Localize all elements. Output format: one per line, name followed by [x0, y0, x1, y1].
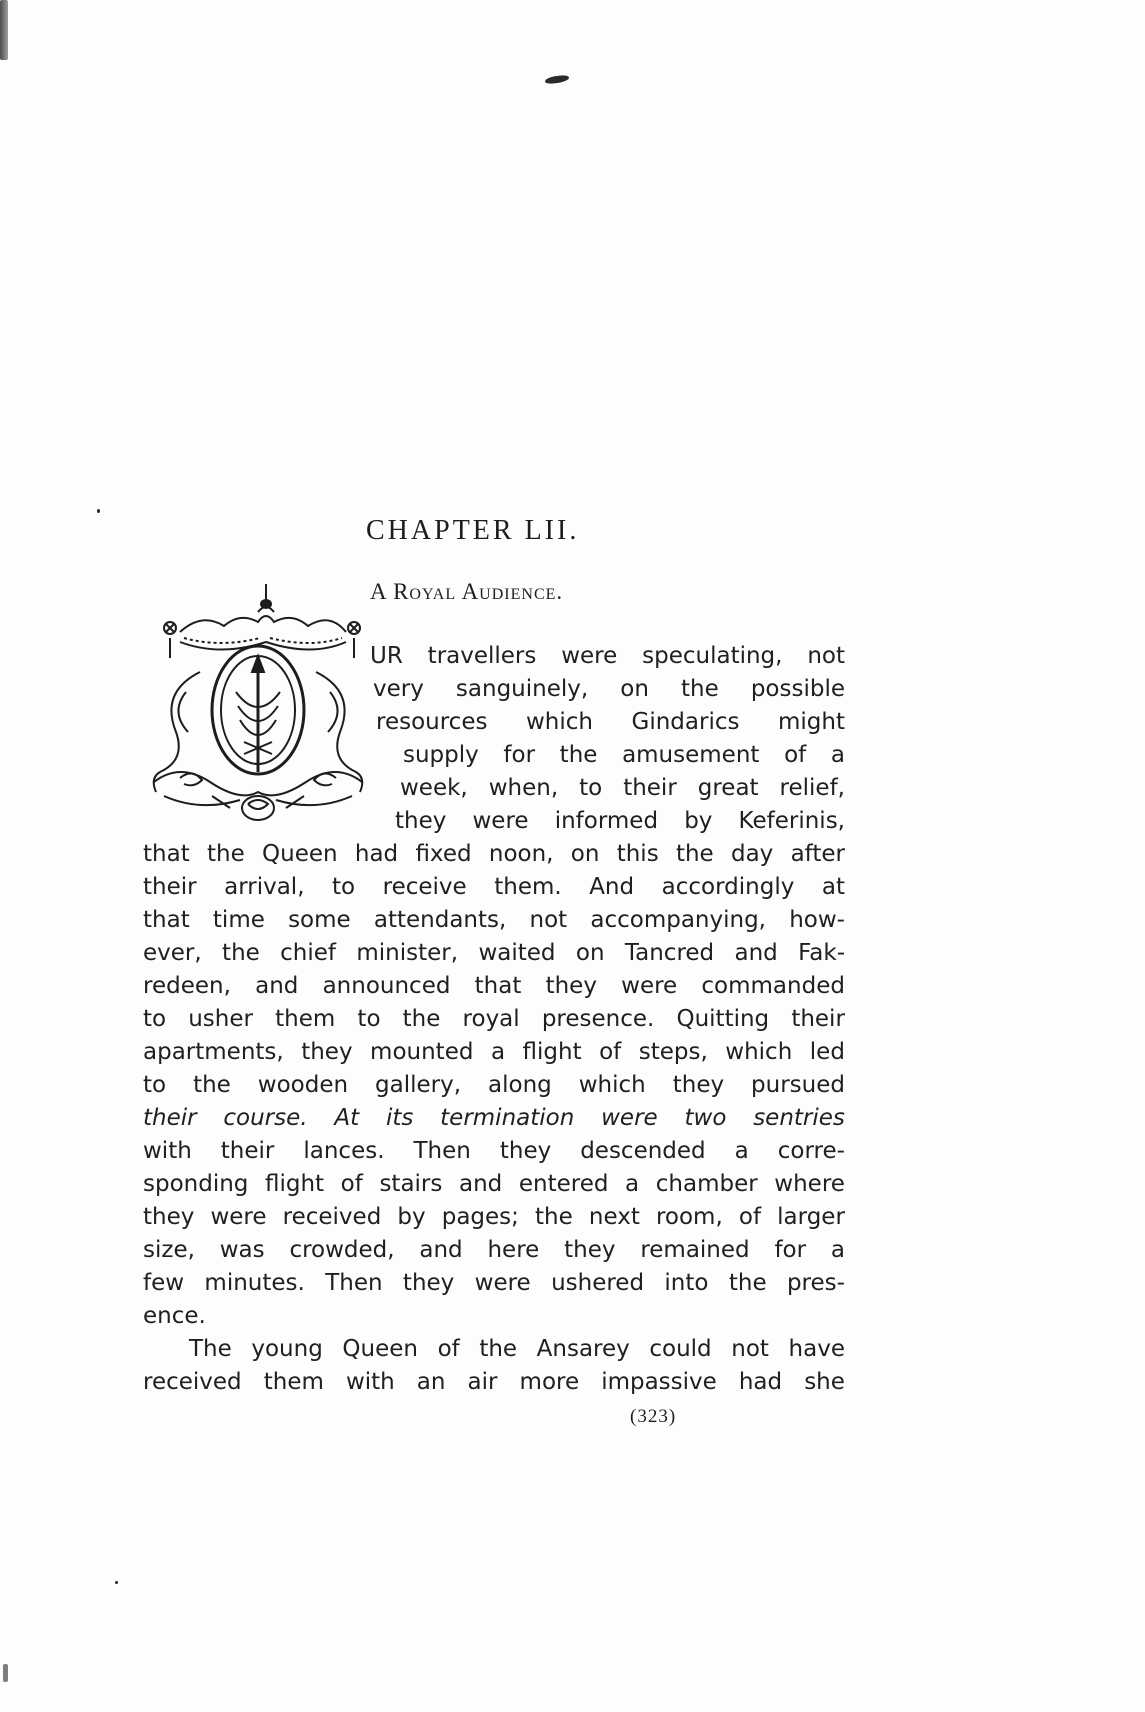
text-line: that time some attendants, not accompanying, how- [143, 907, 845, 933]
text-line: The young Queen of the Ansarey could not have [189, 1336, 845, 1362]
text-line: redeen, and announced that they were commanded [143, 973, 845, 999]
text-line: their arrival, to receive them. And accordingly at [143, 874, 845, 900]
text-line: very sanguinely, on the possible [373, 676, 845, 702]
text-line: to the wooden gallery, along which they pursued [143, 1072, 845, 1098]
margin-speck [97, 509, 100, 513]
text-line: supply for the amusement of a [403, 742, 845, 768]
text-line: they were informed by Keferinis, [395, 808, 845, 834]
edge-mark [0, 0, 8, 60]
text-line: ever, the chief minister, waited on Tancred and Fak- [143, 940, 845, 966]
text-line: size, was crowded, and here they remained for a [143, 1237, 845, 1263]
text-line: week, when, to their great relief, [400, 775, 845, 801]
text-line: they were received by pages; the next room, of larger [143, 1204, 845, 1230]
print-mark [545, 74, 570, 84]
text-line: received them with an air more impassive had she [143, 1369, 845, 1395]
text-line: apartments, they mounted a flight of steps, which led [143, 1039, 845, 1065]
body-text [143, 640, 845, 1399]
margin-speck [115, 1581, 118, 1584]
text-line: few minutes. Then they were ushered into the pres- [143, 1270, 845, 1296]
text-line: to usher them to the royal presence. Quitting their [143, 1006, 845, 1032]
margin-speck [3, 1664, 8, 1682]
text-line: resources which Gindarics might [376, 709, 845, 735]
page-number: (323) [630, 1406, 677, 1427]
text-line: with their lances. Then they descended a corre- [143, 1138, 845, 1164]
text-line: their course. At its termination were two sentries [143, 1105, 845, 1131]
text-line: ence. [143, 1303, 206, 1329]
text-line: that the Queen had fixed noon, on this the day after [143, 841, 845, 867]
text-line: sponding flight of stairs and entered a chamber where [143, 1171, 845, 1197]
chapter-subtitle: A Royal Audience. [370, 579, 564, 604]
chapter-title: CHAPTER LII. [366, 515, 580, 546]
text-line: UR travellers were speculating, not [370, 643, 845, 669]
